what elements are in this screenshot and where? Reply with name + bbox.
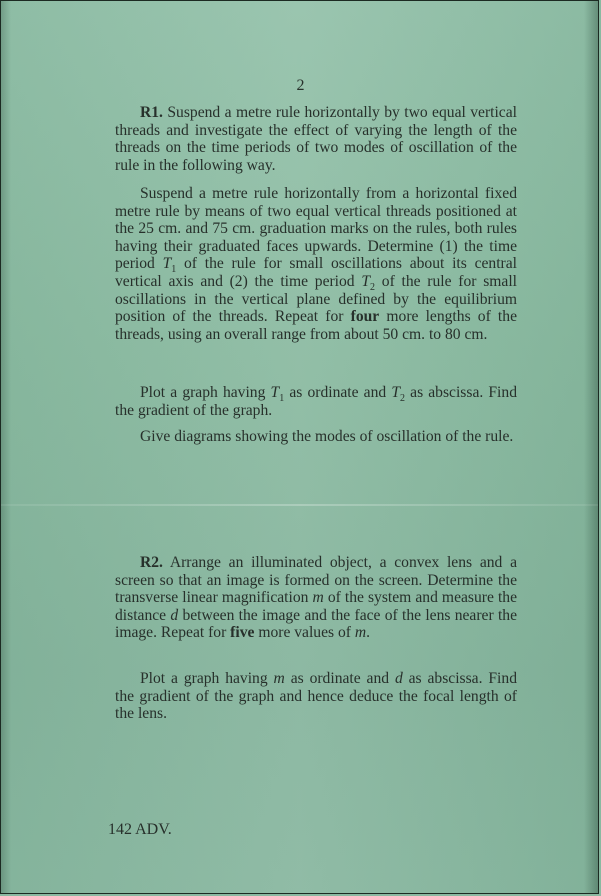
- r2-label: R2.: [140, 554, 163, 571]
- r2-text-1: Arrange an illuminated object, a convex lens and a screen so that an image is formed on the screen. Determine the transverse linear magnification: [115, 554, 517, 607]
- r1-bold-four: four: [350, 308, 380, 326]
- r1-procedure-text-3: of the rule for small oscillations in the vertical plane defined by the equilibrium position of the threads. Repeat for: [115, 272, 517, 326]
- r1-graph-sub-2: 2: [400, 393, 406, 405]
- r2-graph-paragraph: [115, 670, 517, 723]
- r1-graph-sub-1: 1: [279, 393, 285, 405]
- r1-graph-var-t2: T: [391, 384, 401, 401]
- page-left-shadow: [1, 1, 11, 893]
- r1-graph-paragraph: [115, 384, 517, 419]
- question-r1: [115, 104, 517, 174]
- r2-text-3: between the image and the face of the lens nearer the image. Repeat for: [115, 606, 517, 642]
- r1-sub-1: 1: [171, 264, 177, 276]
- r1-graph-text-1: Plot a graph having: [140, 384, 271, 401]
- r2-graph-text-3: as abscissa. Find the gradient of the graph and hence deduce the focal length of the lens.: [115, 670, 517, 723]
- paper-fold-line: [1, 504, 598, 506]
- paper-code-footer: 142 ADV.: [108, 821, 172, 838]
- r2-graph-var-m: m: [273, 670, 285, 687]
- r1-graph-text-2: as ordinate and: [284, 384, 392, 401]
- r1-procedure-paragraph: [115, 185, 517, 343]
- r1-label: R1.: [140, 104, 163, 121]
- r2-graph-text-1: Plot a graph having: [140, 670, 274, 687]
- r1-procedure-text-4: more lengths of the threads, using an overall range from about 50 cm. to 80 cm.: [115, 308, 517, 343]
- r1-var-t1: T: [162, 255, 172, 273]
- r2-text-5: .: [366, 624, 371, 642]
- r1-procedure-text-2: of the rule for small oscillations about its central vertical axis and (2) the time period: [115, 255, 517, 290]
- r1-graph-text-3: as abscissa. Find the gradient of the graph.: [115, 384, 517, 419]
- r1-var-t2: T: [361, 272, 371, 290]
- r1-procedure-text-1: Suspend a metre rule horizontally from a horizontal fixed metre rule by means of two equal vertical threads positioned at the 25 cm. and 75 cm. graduation marks on the rules, both rules having their graduated faces upwards. Determine (1) the time period: [115, 185, 517, 273]
- r1-diagram-text: Give diagrams showing the modes of oscillation of the rule.: [140, 428, 514, 445]
- r2-bold-five: five: [230, 624, 255, 642]
- r2-graph-text-2: as ordinate and: [284, 670, 395, 687]
- r2-text-4: more values of: [254, 624, 355, 642]
- r1-sub-2: 2: [370, 282, 376, 294]
- question-r2: [115, 554, 517, 642]
- r2-text-2: of the system and measure the distance: [115, 589, 517, 624]
- r1-intro-text: Suspend a metre rule horizontally by two equal vertical threads and investigate the effect of varying the length of the threads on the time periods of two modes of oscillation of the rule in the following way.: [115, 104, 517, 174]
- r2-var-d: d: [170, 606, 179, 624]
- r1-graph-var-t1: T: [270, 384, 280, 401]
- page-right-shadow: [584, 1, 598, 893]
- r2-var-m: m: [312, 589, 324, 607]
- page-number: 2: [296, 77, 305, 94]
- r2-var-m-2: m: [354, 624, 367, 642]
- r1-diagram-paragraph: [115, 428, 517, 446]
- r2-graph-var-d: d: [394, 670, 403, 687]
- r1-intro-paragraph: [115, 104, 517, 174]
